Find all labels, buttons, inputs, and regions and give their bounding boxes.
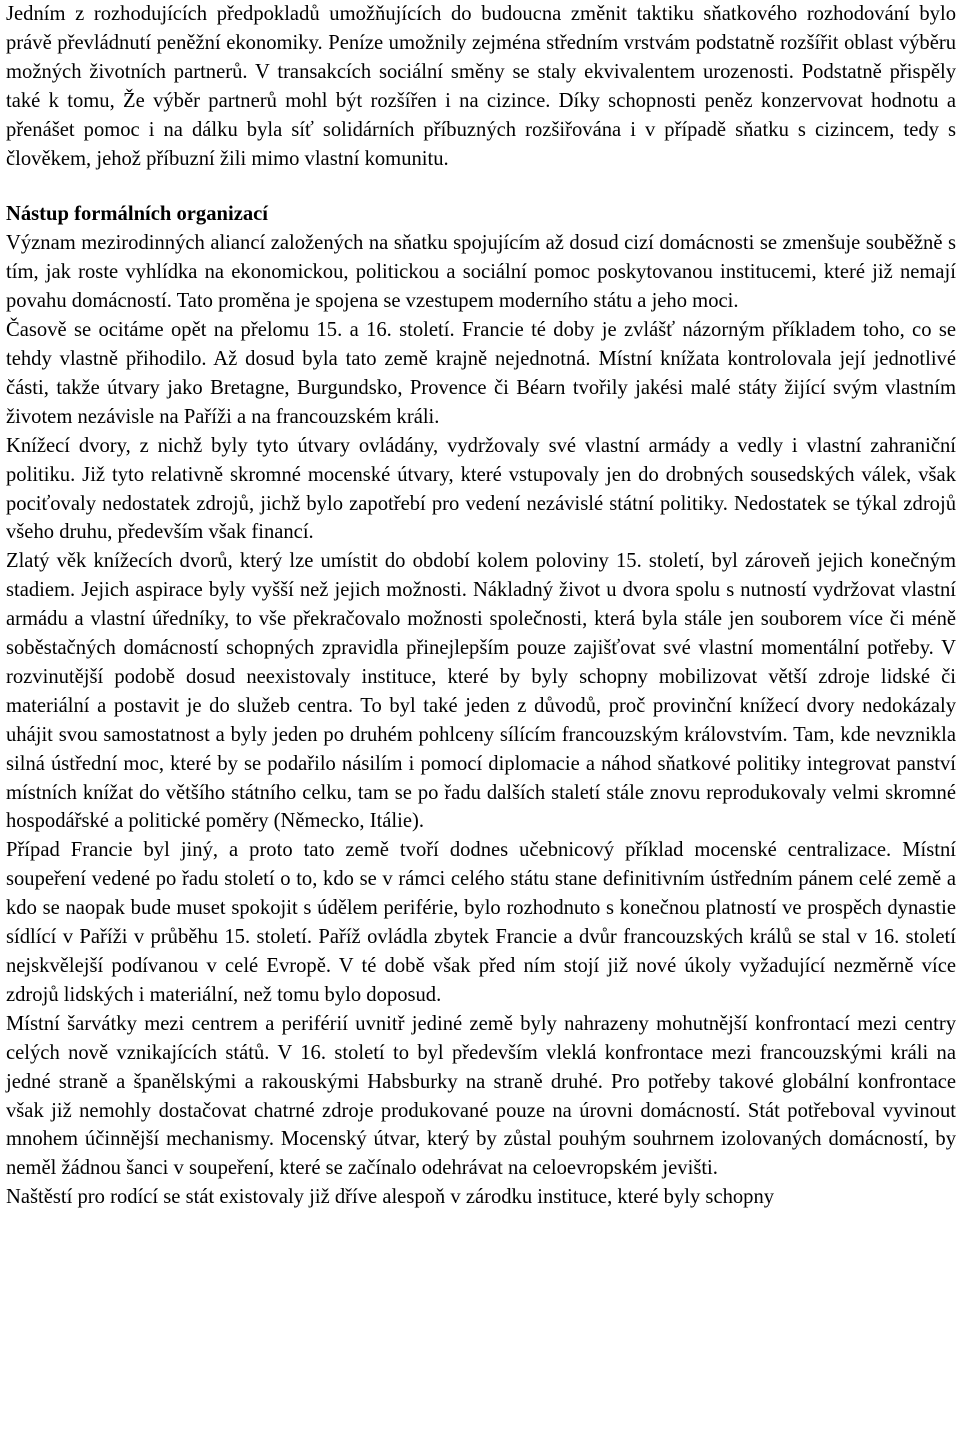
paragraph-golden-age: Zlatý věk knížecích dvorů, který lze umístit do období kolem poloviny 15. století, byl zároveň jejich konečným stadiem. Jejich aspirace byly vyšší než jejich možnosti. Nákladný život u dvora spolu s nutností vydržovat vlastní armádu a vlastní úředníky, to vše překračovalo možnosti společnosti, která byla stále jen souborem více či méně soběstačných domácností schopných zpravidla přinejlepším pouze zajišťovat své vlastní momentální potřeby. V rozvinutější podobě dosud neexistovaly instituce, které by byly schopny mobilizovat větší zdroje lidské či materiální a postavit je do služeb centra. To byl také jeden z důvodů, proč provinční knížecí dvory nedokázaly uhájit svou samostatnost a byly jeden po druhém pohlceny sílícím francouzským královstvím. Tam, kde nevznikla silná ústřední moc, které by se podařilo násilím i pomocí diplomacie a náhod sňatkové politiky integrovat panství místních knížat do většího státního celku, tam se po řadu dalších staletí stále znovu reprodukovaly velmi skromné hospodářské a politické poměry (Německo, Itálie). <box>6 550 956 833</box>
paragraph-princely-courts: Knížecí dvory, z nichž byly tyto útvary ovládány, vydržovaly své vlastní armády a vedly i vlastní zahraniční politiku. Již tyto relativně skromné mocenské útvary, které vstupovaly jen do drobných sousedských válek, však pociťovaly nedostatek zdrojů, jichž bylo zapotřebí pro vedení nezávislé státní politiky. Nedostatek se týkal zdrojů všeho druhu, především však financí. <box>6 434 956 544</box>
paragraph-france-context: Časově se ocitáme opět na přelomu 15. a 16. století. Francie té doby je zvlášť názorným příkladem toho, co se tehdy vlastně přihodilo. Až dosud byla tato země krajně nejednotná. Místní knížata kontrolovala její jednotlivé části, takže útvary jako Bretagne, Burgundsko, Provence či Béarn tvořily jakési malé státy žijící svým vlastním životem nezávisle na Paříži a na francouzském králi. <box>6 319 956 428</box>
section-heading: Nástup formálních organizací <box>6 203 268 226</box>
paragraph-money-economy: Jedním z rozhodujících předpokladů umožňujících do budoucna změnit taktiku sňatkového rozhodování bylo právě převládnutí peněžní ekonomiky. Peníze umožnily zejména středním vrstvám podstatně rozšířit oblast výběru možných životních partnerů. V transakcích sociální směny se staly ekvivalentem urozenosti. Podstatně přispěly také k tomu, Že výběr partnerů mohl být rozšířen i na cizince. Díky schopnosti peněz konzervovat hodnotu a přenášet pomoc i na dálku byla síť solidárních příbuzných rozšiřována i v případě sňatku s cizincem, tedy s člověkem, jehož příbuzní žili mimo vlastní komunitu. <box>6 3 956 170</box>
paragraph-early-institutions: Naštěstí pro rodící se stát existovaly již dříve alespoň v zárodku instituce, které byly schopny <box>6 1186 775 1209</box>
paragraph-france-centralization: Případ Francie byl jiný, a proto tato země tvoří dodnes učebnicový příklad mocenské centralizace. Místní soupeření vedené po řadu století o to, kdo se v rámci celého státu stane definitivním ústředním pánem celé země a kdo se naopak bude muset spokojit s údělem periférie, bylo rozhodnuto s konečnou platností ve prospěch dynastie sídlící v Paříži v průběhu 15. století. Paříž ovládla zbytek Francie a dvůr francouzských králů se stal v 16. století nejskvělejší podívanou v celé Evropě. V té době však před ním stojí již nové úkoly vyžadující nezměrně více zdrojů lidských i materiální, než tomu bylo doposud. <box>6 839 956 1006</box>
paragraph-state-confrontation: Místní šarvátky mezi centrem a periférií uvnitř jediné země byly nahrazeny mohutnější konfrontací mezi centry celých nově vznikajících států. V 16. století to byl především vleklá konfrontace mezi francouzskými králi na jedné straně a španělskými a rakouskými Habsburky na straně druhé. Pro potřeby takové globální konfrontace však již nemohly dostačovat chatrné zdroje produkované pouze na úrovni domácností. Stát potřeboval vyvinout mnohem účinnější mechanismy. Mocenský útvar, který by zůstal pouhým souhrnem izolovaných domácností, by neměl žádnou šanci v soupeření, které se začínalo odehrávat na celoevropském jevišti. <box>6 1012 956 1180</box>
document-page <box>6 0 956 1212</box>
paragraph-state-institutions: Význam mezirodinných aliancí založených na sňatku spojujícím až dosud cizí domácnosti se zmenšuje souběžně s tím, jak roste vyhlídka na ekonomickou, politickou a sociální pomoc poskytovanou institucemi, které již nemají povahu domácností. Tato proměna je spojena se vzestupem moderního státu a jeho moci. <box>6 232 956 313</box>
